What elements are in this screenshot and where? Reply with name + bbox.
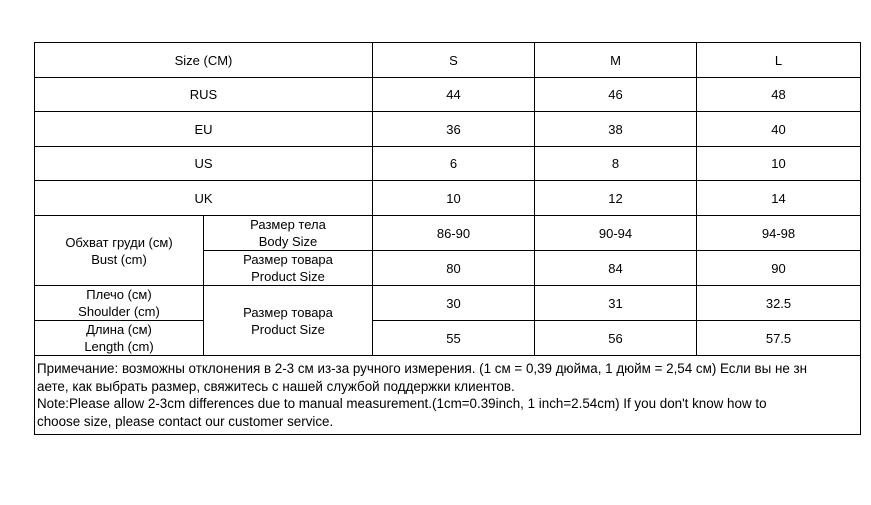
product-size-group-label-ru: Размер товара xyxy=(243,304,333,320)
size-header-cell: Size (CM) xyxy=(35,43,373,78)
bust-label-ru: Обхват груди (см) xyxy=(65,234,173,250)
table-header-row xyxy=(35,43,861,78)
product-size-label-cell xyxy=(204,251,373,286)
product-size-group-cell xyxy=(204,286,373,356)
table-cell: 8 xyxy=(535,147,697,181)
body-size-label-cell xyxy=(204,216,373,251)
table-cell: 36 xyxy=(373,112,535,147)
table-cell: 10 xyxy=(697,147,861,181)
table-cell: 6 xyxy=(373,147,535,181)
table-cell: 56 xyxy=(535,321,697,356)
table-cell: 44 xyxy=(373,78,535,112)
table-cell: 30 xyxy=(373,286,535,321)
table-row-uk xyxy=(35,181,861,216)
table-cell: 57.5 xyxy=(697,321,861,356)
product-size-label-en: Product Size xyxy=(251,269,325,284)
row-label-uk: UK xyxy=(35,181,373,216)
shoulder-label-cell xyxy=(35,286,204,321)
length-label-en: Length (cm) xyxy=(84,339,154,354)
table-cell: 14 xyxy=(697,181,861,216)
size-chart-table xyxy=(34,42,861,435)
bust-label-en: Bust (cm) xyxy=(91,251,147,267)
table-cell: 32.5 xyxy=(697,286,861,321)
table-row-note xyxy=(35,356,861,435)
note-ru-line-1: Примечание: возможны отклонения в 2-3 см из-за ручного измерения. (1 см = 0,39 дюйма, 1 дюйм = 2,54 см) Если вы не зн xyxy=(37,361,808,376)
table-row-us xyxy=(35,147,861,181)
row-label-us: US xyxy=(35,147,373,181)
table-row-rus xyxy=(35,78,861,112)
table-row-bust-body xyxy=(35,216,861,251)
table-cell: 48 xyxy=(697,78,861,112)
table-cell: 84 xyxy=(535,251,697,286)
note-ru-line-2: аете, как выбрать размер, свяжитесь с нашей службой поддержки клиентов. xyxy=(37,378,515,394)
table-row-eu xyxy=(35,112,861,147)
table-cell: 90 xyxy=(697,251,861,286)
shoulder-label-ru: Плечо (см) xyxy=(86,287,152,302)
table-cell: 31 xyxy=(535,286,697,321)
row-label-eu: EU xyxy=(35,112,373,147)
note-en-line-1: Note:Please allow 2-3cm differences due to manual measurement.(1cm=0.39inch, 1 inch=2.54cm) If you don't know how to xyxy=(37,396,767,411)
length-label-cell xyxy=(35,321,204,356)
measurement-note xyxy=(35,356,861,435)
shoulder-label-en: Shoulder (cm) xyxy=(78,304,160,319)
table-row-length xyxy=(35,321,861,356)
table-row-shoulder xyxy=(35,286,861,321)
table-cell: 80 xyxy=(373,251,535,286)
product-size-group-label-en: Product Size xyxy=(251,321,325,337)
size-s-header: S xyxy=(373,43,535,78)
size-l-header: L xyxy=(697,43,861,78)
table-cell: 90-94 xyxy=(535,216,697,251)
table-cell: 55 xyxy=(373,321,535,356)
table-cell: 86-90 xyxy=(373,216,535,251)
table-cell: 12 xyxy=(535,181,697,216)
row-label-rus: RUS xyxy=(35,78,373,112)
table-cell: 10 xyxy=(373,181,535,216)
product-size-label-ru: Размер товара xyxy=(243,252,333,267)
note-en-line-2: choose size, please contact our customer service. xyxy=(37,413,334,429)
size-m-header: M xyxy=(535,43,697,78)
length-label-ru: Длина (см) xyxy=(86,322,152,337)
table-cell: 38 xyxy=(535,112,697,147)
body-size-label-ru: Размер тела xyxy=(250,217,326,232)
bust-label-cell xyxy=(35,216,204,286)
table-cell: 94-98 xyxy=(697,216,861,251)
table-cell: 40 xyxy=(697,112,861,147)
body-size-label-en: Body Size xyxy=(258,234,318,249)
table-cell: 46 xyxy=(535,78,697,112)
